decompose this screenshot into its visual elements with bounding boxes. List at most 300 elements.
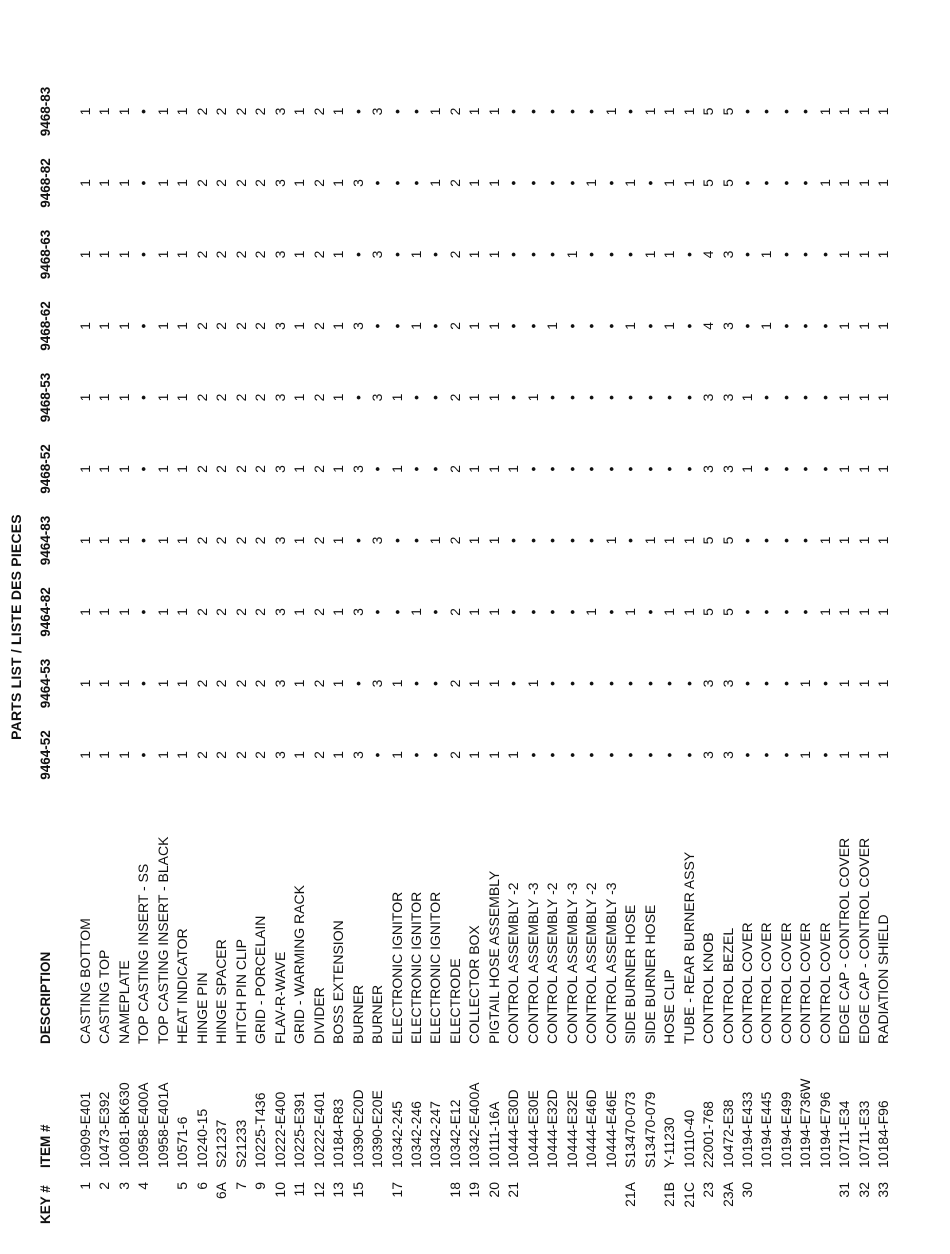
quantity-cell: 2 xyxy=(213,536,230,545)
quantity-cell: • xyxy=(388,538,405,543)
quantity-cell: 1 xyxy=(485,107,502,116)
quantity-cell: 3 xyxy=(349,751,366,759)
quantity-cell: • xyxy=(544,538,561,543)
quantity-cell: • xyxy=(816,323,833,329)
quantity-cell: 1 xyxy=(154,179,171,187)
key-number: 21C xyxy=(680,1182,697,1208)
quantity-cell: 1 xyxy=(485,465,502,473)
quantity-cell: • xyxy=(388,609,405,615)
quantity-cell: 1 xyxy=(466,465,483,473)
quantity-cell: 2 xyxy=(193,179,210,187)
quantity-cell: • xyxy=(563,109,580,114)
table-row xyxy=(641,0,661,1254)
key-number: 23A xyxy=(719,1182,736,1207)
part-description: TOP CASTING INSERT - BLACK xyxy=(154,836,171,1044)
quantity-cell: 2 xyxy=(232,322,249,330)
quantity-cell: 2 xyxy=(213,393,230,402)
quantity-cell: 2 xyxy=(310,179,327,187)
part-description: CONTROL COVER xyxy=(797,922,814,1044)
header-model: 9464-52 xyxy=(38,730,53,780)
quantity-cell: 1 xyxy=(291,107,308,116)
quantity-cell: • xyxy=(407,395,424,400)
quantity-cell: • xyxy=(388,323,405,329)
quantity-cell: 2 xyxy=(193,322,210,330)
quantity-cell: 2 xyxy=(446,536,463,545)
item-number: 10222-E400 xyxy=(271,1091,288,1168)
quantity-cell: 3 xyxy=(719,679,736,688)
quantity-cell: • xyxy=(407,752,424,758)
table-row xyxy=(504,0,524,1254)
quantity-cell: 1 xyxy=(330,608,347,616)
part-description: SIDE BURNER HOSE xyxy=(641,904,658,1044)
quantity-cell: 2 xyxy=(310,751,327,759)
item-number: 10342-E12 xyxy=(446,1099,463,1168)
quantity-cell: • xyxy=(777,180,794,186)
quantity-cell: • xyxy=(524,323,541,329)
quantity-cell: • xyxy=(602,609,619,615)
table-row xyxy=(290,0,310,1254)
quantity-cell: 1 xyxy=(855,608,872,616)
quantity-cell: 1 xyxy=(96,679,113,688)
quantity-cell: 1 xyxy=(174,250,191,259)
quantity-cell: 1 xyxy=(485,393,502,402)
quantity-cell: • xyxy=(407,681,424,686)
item-number: 10444-E30D xyxy=(505,1089,522,1168)
quantity-cell: 2 xyxy=(310,107,327,116)
quantity-cell: 1 xyxy=(855,107,872,116)
header-model: 9468-53 xyxy=(38,372,53,423)
quantity-cell: • xyxy=(680,395,697,400)
quantity-cell: • xyxy=(135,395,152,400)
quantity-cell: 1 xyxy=(875,107,892,116)
quantity-cell: 2 xyxy=(310,536,327,545)
quantity-cell: 2 xyxy=(446,679,463,688)
quantity-cell: • xyxy=(797,252,814,257)
quantity-cell: • xyxy=(622,752,639,758)
quantity-cell: • xyxy=(563,609,580,615)
quantity-cell: 1 xyxy=(174,393,191,402)
quantity-cell: 1 xyxy=(661,608,678,616)
quantity-cell: • xyxy=(777,395,794,400)
header-description: DESCRIPTION xyxy=(38,951,53,1044)
quantity-cell: 1 xyxy=(816,608,833,616)
quantity-cell: • xyxy=(680,466,697,472)
table-row xyxy=(115,0,135,1254)
quantity-cell: 3 xyxy=(349,465,366,473)
quantity-cell: • xyxy=(427,395,444,400)
quantity-cell: 1 xyxy=(388,751,405,759)
quantity-cell: 1 xyxy=(875,179,892,187)
quantity-cell: 1 xyxy=(836,179,853,187)
quantity-cell: • xyxy=(797,538,814,543)
quantity-cell: • xyxy=(135,109,152,114)
item-number: 10444-E32D xyxy=(544,1089,561,1168)
item-number: 10342-247 xyxy=(427,1101,444,1168)
table-row xyxy=(76,0,96,1254)
quantity-cell: • xyxy=(135,323,152,329)
quantity-cell: • xyxy=(505,538,522,543)
quantity-cell: 1 xyxy=(875,393,892,402)
key-number: 1 xyxy=(77,1182,93,1190)
quantity-cell: • xyxy=(369,466,386,472)
quantity-cell: 1 xyxy=(505,465,522,473)
item-number: 10194-E445 xyxy=(758,1091,775,1168)
key-number: 15 xyxy=(349,1182,366,1198)
item-number: 10390-E20D xyxy=(349,1089,366,1168)
table-row xyxy=(388,0,408,1254)
quantity-cell: 3 xyxy=(271,679,288,688)
quantity-cell: 1 xyxy=(174,107,191,116)
key-number: 2 xyxy=(96,1182,113,1190)
quantity-cell: 2 xyxy=(232,179,249,187)
quantity-cell: 1 xyxy=(77,107,93,116)
item-number: 10390-E20E xyxy=(369,1090,386,1168)
item-number: Y-11230 xyxy=(661,1117,678,1168)
quantity-cell: 1 xyxy=(115,107,132,116)
item-number: 10711-E34 xyxy=(836,1100,853,1168)
quantity-cell: • xyxy=(524,466,541,472)
quantity-cell: 1 xyxy=(855,465,872,473)
quantity-cell: • xyxy=(505,609,522,615)
part-description: TUBE - REAR BURNER ASSY xyxy=(680,851,697,1044)
quantity-cell: 3 xyxy=(271,107,288,116)
table-row xyxy=(621,0,641,1254)
quantity-cell: • xyxy=(349,395,366,400)
quantity-cell: 1 xyxy=(583,179,600,187)
table-row xyxy=(368,0,388,1254)
quantity-cell: • xyxy=(777,538,794,543)
quantity-cell: • xyxy=(407,180,424,186)
quantity-cell: 1 xyxy=(407,322,424,330)
quantity-cell: • xyxy=(583,538,600,543)
quantity-cell: 2 xyxy=(310,608,327,616)
quantity-cell: 1 xyxy=(875,751,892,759)
quantity-cell: 3 xyxy=(271,250,288,259)
key-number: 18 xyxy=(446,1182,463,1198)
quantity-cell: 1 xyxy=(680,608,697,616)
item-number: 10342-246 xyxy=(407,1101,424,1168)
quantity-cell: 1 xyxy=(77,608,93,616)
quantity-cell: 1 xyxy=(466,679,483,688)
quantity-cell: • xyxy=(758,681,775,686)
quantity-cell: 3 xyxy=(369,536,386,545)
table-row xyxy=(874,0,894,1254)
quantity-cell: 2 xyxy=(252,250,269,259)
quantity-cell: • xyxy=(369,609,386,615)
quantity-cell: 1 xyxy=(388,465,405,473)
part-description: ELECTRONIC IGNITOR xyxy=(407,891,424,1044)
table-row xyxy=(582,0,602,1254)
quantity-cell: • xyxy=(797,323,814,329)
quantity-cell: • xyxy=(816,752,833,758)
part-description: ELECTRONIC IGNITOR xyxy=(427,891,444,1044)
quantity-cell: • xyxy=(505,252,522,257)
quantity-cell: 1 xyxy=(466,608,483,616)
quantity-cell: 1 xyxy=(758,322,775,330)
quantity-cell: 2 xyxy=(446,608,463,616)
table-row xyxy=(212,0,232,1254)
quantity-cell: 2 xyxy=(213,107,230,116)
quantity-cell: 1 xyxy=(330,107,347,116)
part-description: CONTROL ASSEMBLY -2 xyxy=(583,882,600,1044)
quantity-cell: 1 xyxy=(466,536,483,545)
quantity-cell: 3 xyxy=(700,393,717,402)
quantity-cell: 1 xyxy=(115,250,132,259)
quantity-cell: 1 xyxy=(77,322,93,330)
quantity-cell: 2 xyxy=(252,107,269,116)
quantity-cell: 2 xyxy=(446,751,463,759)
header-model: 9464-82 xyxy=(38,587,53,637)
quantity-cell: • xyxy=(135,538,152,543)
quantity-cell: • xyxy=(602,466,619,472)
quantity-cell: 1 xyxy=(622,608,639,616)
item-number: S21233 xyxy=(232,1119,249,1168)
item-number: 10472-E38 xyxy=(719,1099,736,1168)
quantity-cell: • xyxy=(369,323,386,329)
quantity-cell: • xyxy=(641,180,658,186)
table-row xyxy=(680,0,700,1254)
quantity-cell: 2 xyxy=(213,250,230,259)
table-row xyxy=(855,0,875,1254)
quantity-cell: 1 xyxy=(291,179,308,187)
quantity-cell: 3 xyxy=(719,250,736,259)
quantity-cell: • xyxy=(777,609,794,615)
key-number: 23 xyxy=(700,1182,717,1198)
key-number: 4 xyxy=(135,1182,152,1190)
quantity-cell: 3 xyxy=(271,322,288,330)
quantity-cell: • xyxy=(583,466,600,472)
quantity-cell: 1 xyxy=(661,107,678,116)
part-description: BURNER xyxy=(369,984,386,1044)
quantity-cell: 1 xyxy=(466,751,483,759)
part-description: CONTROL ASSEMBLY -3 xyxy=(563,882,580,1044)
quantity-cell: 1 xyxy=(291,608,308,616)
table-row xyxy=(251,0,271,1254)
quantity-cell: • xyxy=(738,323,755,329)
quantity-cell: 1 xyxy=(466,250,483,259)
quantity-cell: 1 xyxy=(485,608,502,616)
quantity-cell: 1 xyxy=(96,751,113,759)
header-model: 9468-62 xyxy=(38,301,53,351)
quantity-cell: 5 xyxy=(719,179,736,187)
table-row xyxy=(699,0,719,1254)
quantity-cell: • xyxy=(777,466,794,472)
key-number: 9 xyxy=(252,1182,269,1190)
quantity-cell: • xyxy=(583,681,600,686)
quantity-cell: • xyxy=(816,395,833,400)
part-description: NAMEPLATE xyxy=(115,960,132,1044)
table-row xyxy=(660,0,680,1254)
quantity-cell: • xyxy=(680,681,697,686)
item-number: 10240-15 xyxy=(193,1108,210,1168)
header-model: 9468-82 xyxy=(38,158,53,208)
quantity-cell: 1 xyxy=(96,250,113,259)
quantity-cell: 5 xyxy=(700,608,717,616)
item-number: 10194-E499 xyxy=(777,1091,794,1168)
quantity-cell: 1 xyxy=(641,107,658,116)
quantity-cell: • xyxy=(641,609,658,615)
item-number: 10571-6 xyxy=(174,1116,191,1168)
part-description: EDGE CAP - CONTROL COVER xyxy=(855,837,872,1044)
quantity-cell: 5 xyxy=(719,608,736,616)
quantity-cell: • xyxy=(797,395,814,400)
quantity-cell: 2 xyxy=(252,536,269,545)
quantity-cell: • xyxy=(797,109,814,114)
quantity-cell: • xyxy=(505,395,522,400)
quantity-cell: • xyxy=(602,252,619,257)
table-row xyxy=(757,0,777,1254)
quantity-cell: • xyxy=(135,609,152,615)
part-description: ELECTRODE xyxy=(446,958,463,1044)
quantity-cell: 2 xyxy=(213,179,230,187)
item-number: 10473-E392 xyxy=(96,1091,113,1168)
quantity-cell: 1 xyxy=(797,751,814,759)
quantity-cell: • xyxy=(777,252,794,257)
quantity-cell: • xyxy=(738,538,755,543)
quantity-cell: 2 xyxy=(213,465,230,473)
header-key: KEY # xyxy=(38,1185,53,1224)
quantity-cell: 3 xyxy=(719,751,736,759)
quantity-cell: 1 xyxy=(836,322,853,330)
quantity-cell: 2 xyxy=(252,393,269,402)
quantity-cell: • xyxy=(135,681,152,686)
quantity-cell: • xyxy=(622,538,639,543)
quantity-cell: • xyxy=(544,252,561,257)
quantity-cell: 4 xyxy=(700,250,717,259)
quantity-cell: 1 xyxy=(836,751,853,759)
quantity-cell: 3 xyxy=(349,608,366,616)
quantity-cell: • xyxy=(427,681,444,686)
quantity-cell: • xyxy=(622,466,639,472)
item-number: 10958-E401A xyxy=(154,1082,171,1168)
quantity-cell: 1 xyxy=(816,107,833,116)
quantity-cell: 3 xyxy=(271,751,288,759)
quantity-cell: 2 xyxy=(446,465,463,473)
item-number: 10444-E46E xyxy=(602,1090,619,1168)
table-row xyxy=(796,0,816,1254)
quantity-cell: • xyxy=(583,323,600,329)
table-row xyxy=(835,0,855,1254)
quantity-cell: 1 xyxy=(485,536,502,545)
key-number: 6A xyxy=(213,1182,230,1200)
part-description: PIGTAIL HOSE ASSEMBLY xyxy=(485,870,502,1044)
table-row xyxy=(193,0,213,1254)
quantity-cell: 1 xyxy=(485,179,502,187)
quantity-cell: 2 xyxy=(310,465,327,473)
quantity-cell: 1 xyxy=(738,465,755,473)
quantity-cell: 1 xyxy=(524,679,541,688)
header-item: ITEM # xyxy=(38,1124,53,1168)
part-description: CONTROL COVER xyxy=(777,922,794,1044)
quantity-cell: • xyxy=(777,681,794,686)
quantity-cell: 3 xyxy=(700,465,717,473)
table-row xyxy=(524,0,544,1254)
quantity-cell: • xyxy=(544,609,561,615)
quantity-cell: • xyxy=(563,681,580,686)
key-number: 31 xyxy=(836,1182,853,1198)
quantity-cell: 3 xyxy=(349,322,366,330)
part-description: CASTING BOTTOM xyxy=(77,918,93,1044)
item-number: 10110-40 xyxy=(680,1109,697,1168)
quantity-cell: 1 xyxy=(77,536,93,545)
quantity-cell: • xyxy=(388,252,405,257)
quantity-cell: 1 xyxy=(875,250,892,259)
quantity-cell: • xyxy=(602,180,619,186)
quantity-cell: 2 xyxy=(232,250,249,259)
quantity-cell: 1 xyxy=(154,465,171,473)
quantity-cell: • xyxy=(505,109,522,114)
quantity-cell: 1 xyxy=(680,179,697,187)
quantity-cell: 1 xyxy=(115,751,132,759)
quantity-cell: • xyxy=(583,752,600,758)
item-number: 10222-E401 xyxy=(310,1091,327,1168)
key-number: 19 xyxy=(466,1182,483,1198)
quantity-cell: • xyxy=(349,252,366,257)
quantity-cell: 1 xyxy=(291,679,308,688)
key-number: 12 xyxy=(310,1182,327,1198)
quantity-cell: • xyxy=(777,109,794,114)
key-number: 17 xyxy=(388,1182,405,1198)
quantity-cell: • xyxy=(602,752,619,758)
quantity-cell: 1 xyxy=(485,250,502,259)
quantity-cell: 2 xyxy=(232,536,249,545)
quantity-cell: • xyxy=(524,180,541,186)
quantity-cell: 1 xyxy=(875,322,892,330)
quantity-cell: 3 xyxy=(369,679,386,688)
quantity-cell: 1 xyxy=(174,536,191,545)
quantity-cell: • xyxy=(583,109,600,114)
quantity-cell: 1 xyxy=(77,179,93,187)
quantity-cell: 1 xyxy=(855,536,872,545)
quantity-cell: 1 xyxy=(330,465,347,473)
quantity-cell: • xyxy=(797,180,814,186)
quantity-cell: • xyxy=(407,538,424,543)
quantity-cell: • xyxy=(524,252,541,257)
quantity-cell: • xyxy=(661,681,678,686)
quantity-cell: 2 xyxy=(252,679,269,688)
quantity-cell: 1 xyxy=(154,107,171,116)
quantity-cell: 5 xyxy=(700,179,717,187)
item-number: S21237 xyxy=(213,1119,230,1168)
quantity-cell: • xyxy=(135,180,152,186)
quantity-cell: 1 xyxy=(855,679,872,688)
table-row xyxy=(407,0,427,1254)
part-description: CASTING TOP xyxy=(96,949,113,1044)
quantity-cell: • xyxy=(680,323,697,329)
item-number: 10444-E46D xyxy=(583,1089,600,1168)
quantity-cell: 1 xyxy=(77,250,93,259)
item-number: 10111-16A xyxy=(485,1101,502,1168)
quantity-cell: • xyxy=(641,681,658,686)
quantity-cell: 2 xyxy=(193,679,210,688)
key-number: 30 xyxy=(738,1182,755,1198)
quantity-cell: • xyxy=(758,752,775,758)
quantity-cell: • xyxy=(738,681,755,686)
quantity-cell: 1 xyxy=(855,179,872,187)
quantity-cell: 1 xyxy=(641,536,658,545)
quantity-cell: • xyxy=(758,395,775,400)
quantity-cell: 3 xyxy=(271,608,288,616)
quantity-cell: • xyxy=(524,538,541,543)
quantity-cell: • xyxy=(563,752,580,758)
quantity-cell: 1 xyxy=(330,679,347,688)
quantity-cell: 1 xyxy=(816,536,833,545)
key-number: 21B xyxy=(661,1182,678,1207)
quantity-cell: • xyxy=(388,180,405,186)
item-number: 10225-E391 xyxy=(291,1091,308,1168)
quantity-cell: 3 xyxy=(349,179,366,187)
part-description: TOP CASTING INSERT - SS xyxy=(135,863,152,1044)
